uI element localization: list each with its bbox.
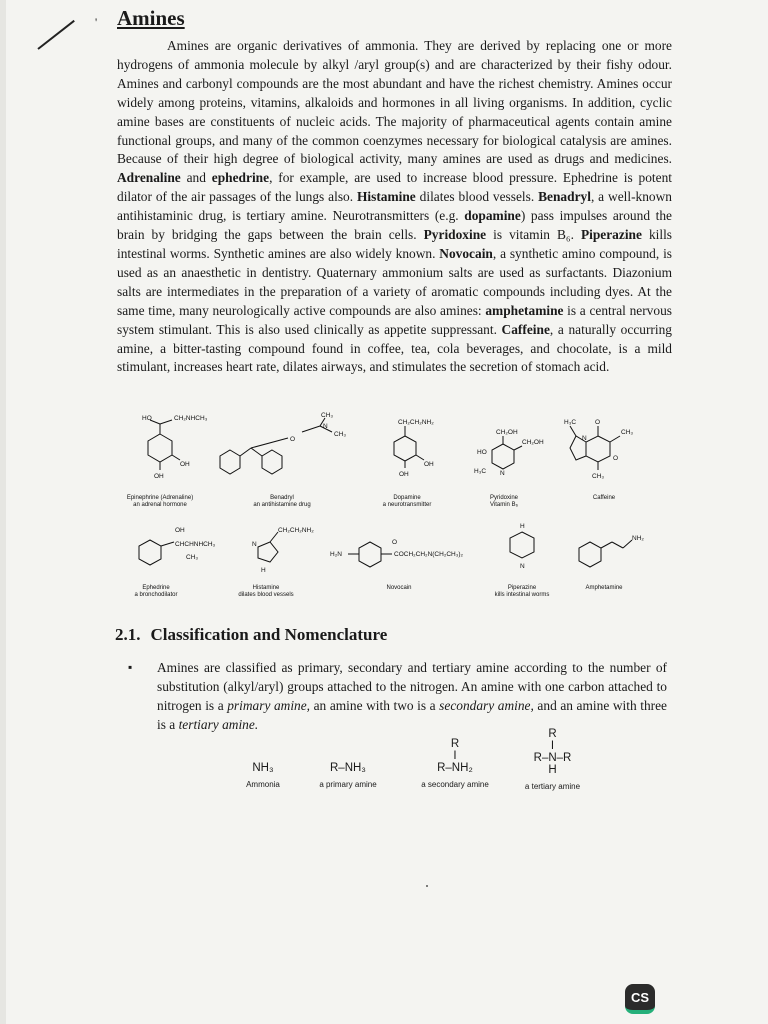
structures-drawing [120, 412, 680, 607]
term-ephedrine: ephedrine [211, 170, 270, 186]
caf-o: O [613, 455, 619, 462]
label-line: Amphetamine [585, 585, 623, 591]
term-amphetamine: amphetamine [485, 302, 564, 318]
caffeine-ring-6 [586, 436, 610, 462]
label-line: Piperazine [507, 585, 537, 591]
amine-caption: Ammonia [246, 780, 280, 789]
camscanner-badge: CS [625, 984, 655, 1014]
intro-paragraph [117, 37, 672, 377]
term-dopamine: dopamine [464, 208, 521, 224]
term-pyridoxine: Pyridoxine [423, 227, 487, 243]
caf-ch3: CH₃ [592, 473, 605, 480]
pip-h: H [520, 523, 525, 530]
amine-primary [308, 762, 388, 789]
dop-chain: CH₂CH₂NH₂ [398, 419, 434, 426]
amine-caption: a primary amine [319, 780, 377, 789]
classification-paragraph [157, 659, 667, 735]
term-tertiary-amine: tertiary amine. [178, 716, 259, 732]
section-title: Classification and Nomenclature [150, 625, 388, 644]
section-number: 2.1. [115, 625, 141, 644]
intro-text: , a naturally occurring amine, a bitter-tasting compound found in coffee, tea, cola beverages, and chocolate, is a mild stimulant, increases heart rate, dilates airways, and stimulates the secretion of stomach acid. [117, 321, 672, 375]
amp-nh2: NH₂ [632, 535, 644, 542]
epi-ho: HO [142, 415, 152, 422]
term-histamine: Histamine [356, 189, 416, 205]
histamine-ring [258, 542, 278, 562]
nov-h2n: H₂N [330, 551, 342, 558]
his-h: H [261, 567, 266, 574]
ephedrine-ring [139, 540, 161, 565]
dopamine-ring [394, 436, 416, 461]
epi-chain: CH₂NHCH₃ [174, 415, 208, 422]
amphetamine-ring [579, 542, 601, 567]
class-text: Amines are classified as primary, secondary and tertiary amine according to the number of substitution (alkyl/aryl) groups attached to the nitrogen. An amine with one carbon attached to nitrogen is a [157, 660, 667, 713]
ben-ch3: CH₃ [334, 431, 347, 438]
intro-text: is a central nervous system stimulant. This is also used clinically as appetite suppressant. [117, 302, 672, 337]
epi-oh: OH [180, 461, 190, 468]
bullet-marker: ▪ [128, 660, 133, 674]
amine-formula: R–N–R [533, 752, 572, 764]
amine-ammonia [228, 762, 298, 789]
amine-caption: a secondary amine [421, 780, 489, 789]
amine-structures-figure [120, 412, 680, 607]
label-line: a bronchodilator [134, 592, 178, 598]
intro-text: is vitamin B₆. [486, 227, 581, 243]
margin-tick: ' [95, 15, 98, 29]
amine-caption: a tertiary amine [524, 782, 581, 791]
term-piperazine: Piperazine [580, 227, 642, 243]
dop-oh: OH [399, 471, 409, 478]
term-primary-amine: primary amine, [227, 697, 311, 713]
intro-text: ) pass impulses around the brain by bridging the gaps between the brain cells. [117, 208, 672, 243]
label-line: Novocain [386, 585, 412, 591]
eph-ch3: CH₃ [186, 554, 199, 561]
piperazine-ring [510, 532, 534, 558]
amine-formula-top: R [548, 728, 557, 740]
caf-o: O [595, 419, 601, 426]
ben-ch3: CH₃ [321, 412, 334, 419]
pyr-ch2oh: CH₂OH [522, 439, 544, 446]
term-novocain: Novocain [439, 245, 493, 261]
amine-formula: R–NH₂ [437, 762, 473, 774]
label-line: dilates blood vessels [238, 592, 294, 598]
amine-formula: R–NH₃ [330, 762, 366, 774]
intro-text: , a synthetic amino compound, is used as an anaesthetic in dentistry. Quaternary ammonium salts are used as surfactants. Diazonium salts are intermediates in the preparation of a variety of aromatic compounds including dyes. At the same time, many neurologically active compounds are also amines: [117, 245, 672, 318]
label-dopamine [357, 495, 457, 509]
his-n: N [252, 541, 257, 548]
his-chain: CH₂CH₂NH₂ [278, 527, 314, 534]
intro-text: and [180, 170, 212, 186]
term-adrenaline: Adrenaline [117, 170, 181, 186]
page-edge-shadow [0, 0, 6, 1024]
amine-types-row [200, 730, 620, 800]
caf-ch3: CH₃ [621, 429, 634, 436]
label-ephedrine [106, 585, 206, 599]
benadryl-ring-1 [220, 450, 240, 474]
label-line: Epinephrine (Adrenaline) [126, 495, 194, 501]
label-line: Ephedrine [142, 585, 170, 591]
label-novocain [349, 585, 449, 592]
amine-bond: I [550, 740, 555, 752]
label-line: Vitamin B₆ [490, 502, 518, 508]
intro-text: Amines are organic derivatives of ammonia. They are derived by replacing one or more hydrogens of ammonia molecule by alkyl /aryl group(s) and are characterized by their fishy odour. Amines and carbonyl compounds are the most abundant and have the richest chemistry. Amines occur widely among proteins, vitamins, alkaloids and hormones in all living organisms. In addition, cyclic amine bases are constituents of nucleic acids. The majority of pharmaceutical agents contain amine functional groups, and many of the common coenzymes necessary for biological catalysis are amines. Because of their high degree of biological activity, many amines are used as drugs and medicines. [117, 38, 672, 167]
label-pyridoxine [454, 495, 554, 509]
eph-oh: OH [175, 527, 185, 534]
label-line: an adrenal hormone [133, 502, 187, 508]
label-line: a neurotransmitter [382, 502, 432, 508]
term-secondary-amine: secondary amine, [439, 697, 534, 713]
epinephrine-ring [148, 434, 172, 462]
dop-oh: OH [424, 461, 434, 468]
amine-formula: NH₃ [252, 762, 274, 774]
pyr-n: N [500, 470, 505, 477]
intro-text: dilates blood vessels. [415, 189, 539, 205]
label-line: Caffeine [592, 495, 616, 501]
amine-secondary [410, 738, 500, 789]
eph-chain: CHCHNHCH₃ [175, 541, 216, 548]
page-title: Amines [117, 6, 185, 30]
intro-text: , a well-known antihistaminic drug, is tertiary amine. Neurotransmitters (e.g. [117, 189, 672, 224]
benadryl-ring-2 [262, 450, 282, 474]
nov-chain: COCH₂CH₂N(CH₂CH₃)₂ [394, 551, 464, 558]
term-caffeine: Caffeine [501, 321, 550, 337]
amine-formula-bottom: H [548, 764, 557, 776]
intro-text: , for example, are used to increase blood pressure. Ephedrine is potent dilator of the air passages of the lungs also. [117, 170, 672, 205]
amine-formula-top: R [450, 738, 460, 750]
ben-o: O [290, 436, 296, 443]
label-line: Histamine [252, 585, 280, 591]
amine-bond: I [453, 750, 457, 762]
ben-n: N [323, 423, 328, 430]
label-line: an antihistamine drug [253, 502, 311, 508]
caf-n: N [582, 435, 587, 442]
term-benadryl: Benadryl [538, 189, 591, 205]
caf-h3c: H₃C [564, 419, 577, 426]
class-text: and an amine with three is a [157, 697, 667, 732]
pyr-ch2oh: CH₂OH [496, 429, 518, 436]
label-line: Benadryl [270, 495, 294, 501]
class-text: an amine with two is a [310, 697, 440, 713]
pen-mark [37, 20, 74, 50]
label-epinephrine [110, 495, 210, 509]
pyr-h3c: H₃C [474, 468, 487, 475]
label-line: Pyridoxine [489, 495, 518, 501]
label-line: Dopamine [393, 495, 421, 501]
label-histamine [216, 585, 316, 599]
pyridoxine-ring [492, 444, 514, 469]
label-benadryl [232, 495, 332, 509]
pip-n: N [520, 563, 525, 570]
pyr-ho: HO [477, 449, 487, 456]
label-line: kills intestinal worms [494, 592, 550, 598]
section-heading [115, 625, 387, 645]
novocain-ring [359, 542, 381, 567]
label-amphetamine [554, 585, 654, 592]
nov-o: O [392, 539, 398, 546]
amine-tertiary [510, 728, 595, 791]
epi-oh: OH [154, 473, 164, 480]
intro-text: kills intestinal worms. Synthetic amines are also widely known. [117, 227, 673, 261]
label-caffeine [554, 495, 654, 502]
stray-dot [426, 885, 428, 887]
